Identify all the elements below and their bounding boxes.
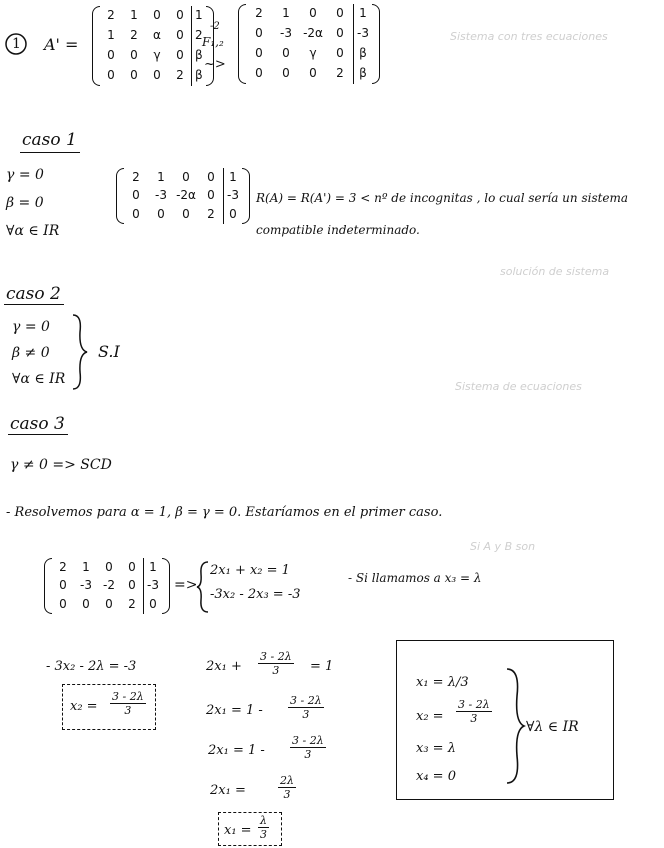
- system-brace: [196, 560, 210, 614]
- matrix-lhs: A' =: [44, 35, 79, 54]
- solution-x4: x₄ = 0: [416, 769, 456, 784]
- caso2-cond-beta: β ≠ 0: [12, 345, 50, 361]
- step-x1-a-rhs: = 1: [310, 659, 334, 674]
- caso2-result: S.I: [98, 342, 120, 361]
- matrix-original: 2 1 0 0 1 2 α 0 0 0 γ 0 0 0 0 2 1 2 β β: [92, 6, 214, 86]
- caso1-cond-alpha: ∀α ∈ IR: [6, 223, 60, 239]
- solution-x2-fraction: $\frac{3 - 2\lambda}{3}$: [458, 698, 490, 725]
- caso1-rank-text: R(A) = R(A') = 3 < nº de incognitas , lo cual sería un sistema: [256, 191, 629, 205]
- step-x1-a-frac: $\frac{3 - 2\lambda}{3}$: [260, 650, 292, 677]
- row-op-top: -2: [210, 21, 220, 32]
- caso3-underline: [8, 434, 68, 435]
- caso3-condition: γ ≠ 0 => SCD: [10, 457, 112, 473]
- bleed-through-text: Si A y B son: [470, 540, 536, 553]
- caso1-cond-beta: β = 0: [6, 195, 44, 211]
- solution-x1: x₁ = λ/3: [416, 675, 469, 690]
- x2-fraction: $\frac{3 - 2\lambda}{3}$: [112, 690, 144, 717]
- bleed-through-text: solución de sistema: [500, 265, 610, 278]
- step-x2-eq: - 3x₂ - 2λ = -3: [46, 659, 137, 674]
- caso1-matrix: 2 1 0 0 0 -3 -2α 0 0 0 0 2 1 -3 0: [116, 168, 250, 224]
- solution-forall: ∀λ ∈ IR: [526, 719, 579, 735]
- parameter-note: - Si llamamos a x₃ = λ: [348, 571, 482, 585]
- equivalence-arrow: ~>: [204, 57, 226, 72]
- resolve-statement: - Resolvemos para α = 1, β = γ = 0. Estaríamos en el primer caso.: [6, 505, 443, 520]
- matrix-reduced: 2 1 0 0 0 -3 -2α 0 0 0 γ 0 0 0 0 2 1 -3 β β: [238, 4, 380, 84]
- caso1-underline: [20, 152, 80, 153]
- implies-arrow: =>: [174, 577, 198, 593]
- x1-label: x₁ =: [224, 823, 252, 838]
- caso1-heading: caso 1: [22, 130, 77, 150]
- caso1-rank-text-cont: compatible indeterminado.: [256, 223, 420, 237]
- step-x1-d-frac: $\frac{2\lambda}{3}$: [280, 774, 294, 801]
- caso2-brace: [70, 312, 90, 392]
- caso3-heading: caso 3: [10, 414, 65, 434]
- row-operation: F₁,₂: [202, 35, 224, 49]
- step-x1-a: 2x₁ +: [206, 659, 242, 674]
- x1-fraction: $\frac{\lambda}{3}$: [259, 814, 267, 841]
- solution-x3: x₃ = λ: [416, 741, 456, 756]
- caso2-underline: [4, 304, 64, 305]
- bleed-through-text: Sistema con tres ecuaciones: [450, 30, 608, 43]
- system-eq1: 2x₁ + x₂ = 1: [210, 563, 290, 578]
- system-eq2: -3x₂ - 2x₃ = -3: [210, 587, 301, 602]
- solution-brace: [504, 666, 526, 786]
- bleed-through-text: Sistema de ecuaciones: [455, 380, 582, 393]
- step-x1-b-frac: $\frac{3 - 2\lambda}{3}$: [290, 694, 322, 721]
- step-x1-d: 2x₁ =: [210, 783, 246, 798]
- resolve-matrix: 2 1 0 0 0 -3 -2 0 0 0 0 2 1 -3 0: [44, 558, 170, 614]
- caso2-heading: caso 2: [6, 284, 61, 304]
- step-x1-c: 2x₁ = 1 -: [208, 743, 265, 758]
- step-x1-c-frac: $\frac{3 - 2\lambda}{3}$: [292, 734, 324, 761]
- caso2-cond-alpha: ∀α ∈ IR: [12, 371, 66, 387]
- solution-x2: x₂ =: [416, 709, 444, 724]
- step-x1-b: 2x₁ = 1 -: [206, 703, 263, 718]
- x2-label: x₂ =: [70, 699, 98, 714]
- caso1-cond-gamma: γ = 0: [6, 167, 44, 183]
- caso2-cond-gamma: γ = 0: [12, 319, 50, 335]
- item-number: 1: [12, 36, 21, 52]
